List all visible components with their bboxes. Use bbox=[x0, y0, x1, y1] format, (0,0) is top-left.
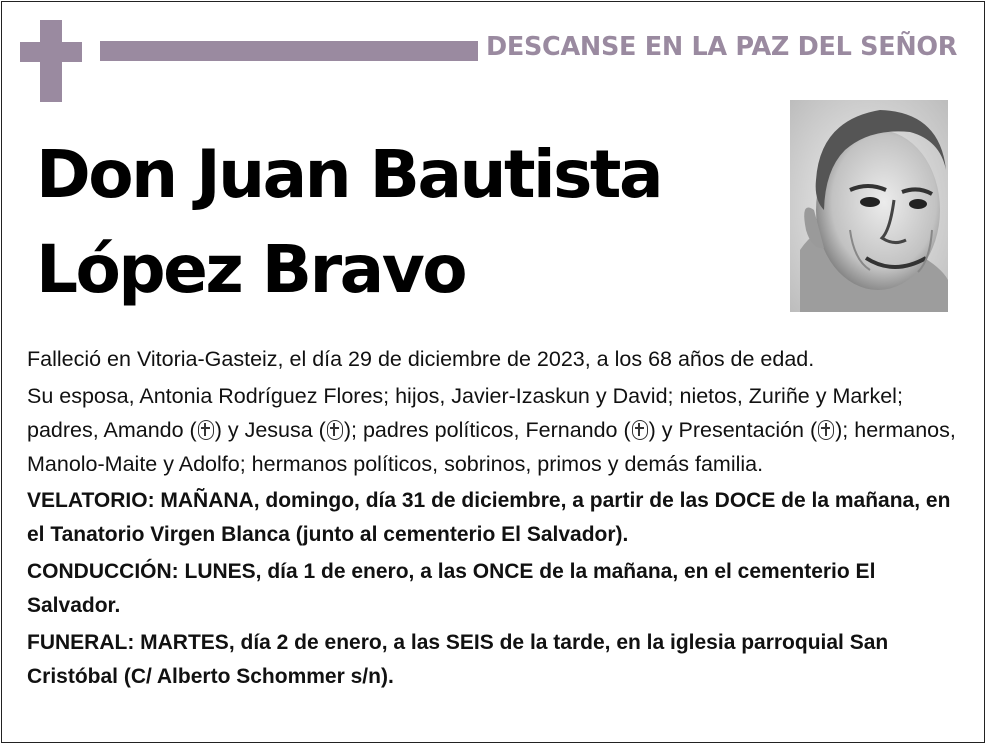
deceased-cross-icon bbox=[198, 420, 214, 440]
obituary-card bbox=[1, 1, 985, 743]
deceased-cross-icon bbox=[327, 420, 343, 440]
family-text-2: ) y Jesusa ( bbox=[214, 418, 326, 442]
portrait-photo bbox=[790, 100, 948, 312]
deceased-name-line2: López Bravo bbox=[36, 231, 466, 308]
deceased-cross-icon bbox=[818, 420, 834, 440]
header-tagline: DESCANSE EN LA PAZ DEL SEÑOR bbox=[486, 32, 958, 62]
family-paragraph bbox=[27, 379, 972, 481]
conduccion-paragraph: CONDUCCIÓN: LUNES, día 1 de enero, a las ONCE de la mañana, en el cementerio El Salvador. bbox=[27, 560, 876, 617]
header-rule bbox=[100, 41, 478, 61]
velatorio-paragraph: VELATORIO: MAÑANA, domingo, día 31 de diciembre, a partir de las DOCE de la mañana, en el Tanatorio Virgen Blanca (junto al cementerio El Salvador). bbox=[27, 489, 951, 546]
family-text-5: ); hermanos, Manolo-Maite y Adolfo; hermanos políticos, sobrinos, primos y demás familia. bbox=[27, 418, 956, 476]
obituary-body bbox=[27, 342, 972, 697]
deceased-name-line1: Don Juan Bautista bbox=[36, 136, 662, 213]
funeral-paragraph: FUNERAL: MARTES, día 2 de enero, a las SEIS de la tarde, en la iglesia parroquial San Cristóbal (C/ Alberto Schommer s/n). bbox=[27, 631, 889, 688]
family-text-3: ); padres políticos, Fernando ( bbox=[343, 418, 631, 442]
family-text-4: ) y Presentación ( bbox=[648, 418, 818, 442]
death-paragraph: Falleció en Vitoria-Gasteiz, el día 29 de diciembre de 2023, a los 68 años de edad. bbox=[27, 347, 815, 371]
deceased-cross-icon bbox=[632, 420, 648, 440]
cross-icon-bar bbox=[20, 42, 82, 62]
family-text-1: Su esposa, Antonia Rodríguez Flores; hijos, Javier-Izaskun y David; nietos, Zuriñe y Markel; padres, Amando ( bbox=[27, 384, 903, 442]
